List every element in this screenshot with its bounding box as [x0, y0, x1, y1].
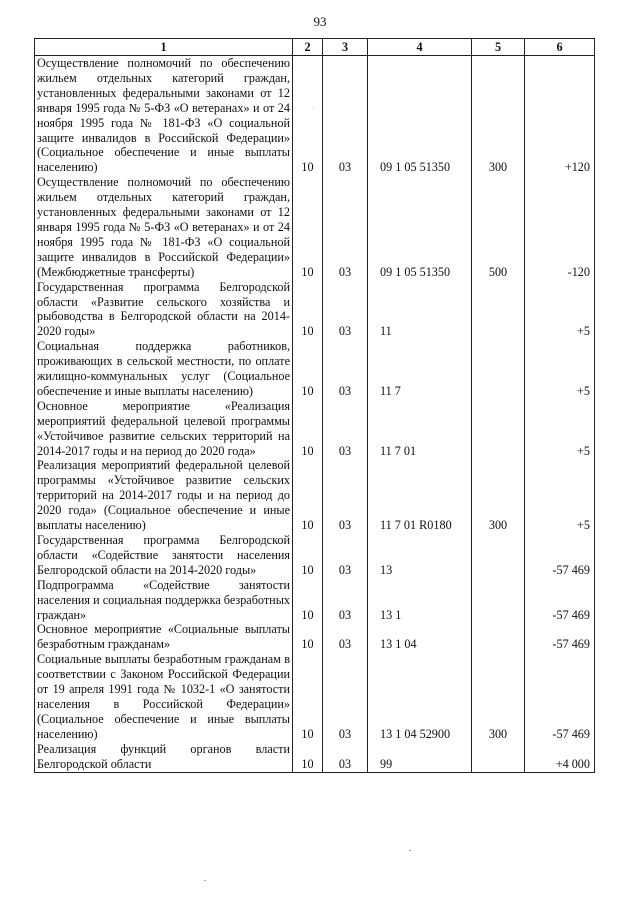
row-section: 10 — [293, 56, 323, 176]
row-target-article: 09 1 05 51350 — [368, 56, 472, 176]
row-subsection: 03 — [323, 175, 368, 279]
row-amount: -120 — [525, 175, 595, 279]
header-col-5: 5 — [472, 39, 525, 56]
table-row — [35, 458, 595, 533]
row-subsection: 03 — [323, 458, 368, 533]
table-row — [35, 339, 595, 399]
row-subsection: 03 — [323, 622, 368, 652]
row-target-article: 13 1 04 — [368, 622, 472, 652]
row-amount: -57 469 — [525, 622, 595, 652]
row-section: 10 — [293, 458, 323, 533]
row-subsection: 03 — [323, 652, 368, 741]
row-amount: +5 — [525, 399, 595, 459]
row-subsection: 03 — [323, 742, 368, 772]
row-amount: -57 469 — [525, 533, 595, 578]
page-number: 93 — [313, 14, 327, 29]
table-row — [35, 56, 595, 176]
row-name: Основное мероприятие «Социальные выплаты безработным гражданам» — [35, 622, 293, 652]
row-subsection: 03 — [323, 533, 368, 578]
row-amount: -57 469 — [525, 578, 595, 623]
row-amount: +5 — [525, 280, 595, 340]
scan-speck — [409, 850, 411, 851]
row-name: Осуществление полномочий по обеспечению жильем отдельных категорий граждан, установленных федеральными законами от 12 января 1995 года № 5-ФЗ «О ветеранах» и от 24 ноября 1995 года № 181-ФЗ «О социальной защите инвалидов в Российской Федерации» (Социальное обеспечение и иные выплаты населению) — [35, 56, 293, 176]
header-row — [35, 39, 595, 56]
table-body — [35, 56, 595, 773]
scan-speck — [313, 108, 314, 109]
row-target-article: 13 1 04 52900 — [368, 652, 472, 741]
header-col-4: 4 — [368, 39, 472, 56]
row-name: Подпрограмма «Содействие занятости населения и социальная поддержка безработных граждан» — [35, 578, 293, 623]
scan-speck — [204, 880, 206, 881]
row-name: Государственная программа Белгородской области «Содействие занятости населения Белгородской области на 2014-2020 годы» — [35, 533, 293, 578]
table-row — [35, 280, 595, 340]
row-section: 10 — [293, 533, 323, 578]
header-col-3: 3 — [323, 39, 368, 56]
row-name: Социальные выплаты безработным гражданам в соответствии с Законом Российской Федерации от 19 апреля 1991 года № 1032-1 «О занятости населения в Российской Федерации» (Социальное обеспечение и иные выплаты населению) — [35, 652, 293, 741]
row-expense-type — [472, 622, 525, 652]
row-name: Реализация мероприятий федеральной целевой программы «Устойчивое развитие сельских территорий на 2014-2017 годы и на период до 2020 года» (Социальное обеспечение и иные выплаты населению) — [35, 458, 293, 533]
row-amount: +4 000 — [525, 742, 595, 772]
row-subsection: 03 — [323, 56, 368, 176]
row-section: 10 — [293, 652, 323, 741]
row-amount: -57 469 — [525, 652, 595, 741]
row-expense-type — [472, 742, 525, 772]
header-col-6: 6 — [525, 39, 595, 56]
row-expense-type: 500 — [472, 175, 525, 279]
row-expense-type — [472, 399, 525, 459]
row-section: 10 — [293, 339, 323, 399]
table-row — [35, 175, 595, 279]
row-name: Основное мероприятие «Реализация мероприятий федеральной целевой программы «Устойчивое развитие сельских территорий на 2014-2017 годы и на период до 2020 года» — [35, 399, 293, 459]
row-subsection: 03 — [323, 399, 368, 459]
row-target-article: 11 7 — [368, 339, 472, 399]
row-section: 10 — [293, 280, 323, 340]
row-section: 10 — [293, 175, 323, 279]
row-expense-type: 300 — [472, 458, 525, 533]
row-amount: +120 — [525, 56, 595, 176]
table-row — [35, 622, 595, 652]
row-name: Осуществление полномочий по обеспечению жильем отдельных категорий граждан, установленных федеральными законами от 12 января 1995 года № 5-ФЗ «О ветеранах» и от 24 ноября 1995 года № 181-ФЗ «О социальной защите инвалидов в Российской Федерации» (Межбюджетные трансферты) — [35, 175, 293, 279]
table-row — [35, 742, 595, 772]
table-row — [35, 652, 595, 741]
row-name: Социальная поддержка работников, проживающих в сельской местности, по оплате жилищно-коммунальных услуг (Социальное обеспечение и иные выплаты населению) — [35, 339, 293, 399]
row-subsection: 03 — [323, 339, 368, 399]
table-header — [35, 39, 595, 56]
row-name: Государственная программа Белгородской области «Развитие сельского хозяйства и рыбоводства в Белгородской области на 2014-2020 годы» — [35, 280, 293, 340]
row-target-article: 13 — [368, 533, 472, 578]
row-target-article: 13 1 — [368, 578, 472, 623]
table-row — [35, 533, 595, 578]
row-expense-type — [472, 533, 525, 578]
row-section: 10 — [293, 399, 323, 459]
row-target-article: 09 1 05 51350 — [368, 175, 472, 279]
header-col-2: 2 — [293, 39, 323, 56]
row-expense-type: 300 — [472, 56, 525, 176]
row-expense-type — [472, 280, 525, 340]
row-expense-type — [472, 339, 525, 399]
budget-table — [34, 38, 595, 773]
table-row — [35, 399, 595, 459]
row-section: 10 — [293, 578, 323, 623]
row-amount: +5 — [525, 339, 595, 399]
row-expense-type: 300 — [472, 652, 525, 741]
row-amount: +5 — [525, 458, 595, 533]
row-target-article: 11 — [368, 280, 472, 340]
row-subsection: 03 — [323, 578, 368, 623]
row-target-article: 99 — [368, 742, 472, 772]
table-row — [35, 578, 595, 623]
row-subsection: 03 — [323, 280, 368, 340]
row-section: 10 — [293, 742, 323, 772]
row-name: Реализация функций органов власти Белгородской области — [35, 742, 293, 772]
row-section: 10 — [293, 622, 323, 652]
row-target-article: 11 7 01 — [368, 399, 472, 459]
row-target-article: 11 7 01 R0180 — [368, 458, 472, 533]
row-expense-type — [472, 578, 525, 623]
header-col-1: 1 — [35, 39, 293, 56]
